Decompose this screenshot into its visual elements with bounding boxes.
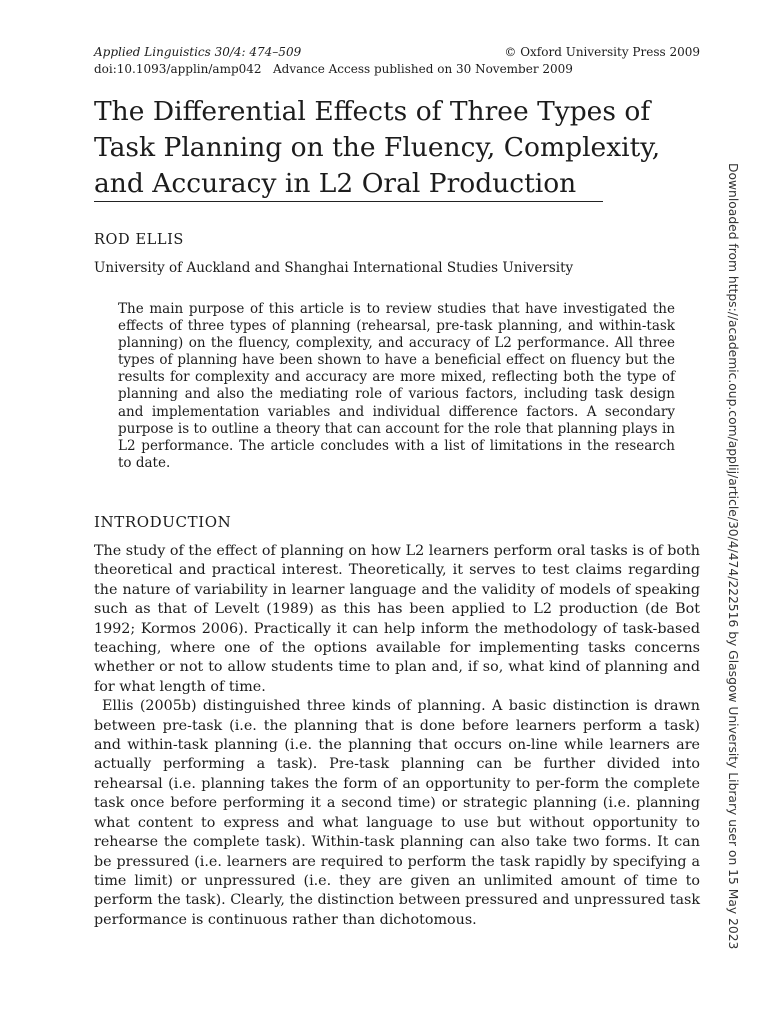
introduction-paragraph-2: Ellis (2005b) distinguished three kinds of planning. A basic distinction is drawn between pre-task (i.e. the planning that is done before learners perform a task) and within-task planning (i.e. the planning that occurs on-line while learners are actually performing a task). Pre-task planning can be further divided into rehearsal (i.e. planning takes the form of an opportunity to per-form the complete task once before performing it a second time) or strategic planning (i.e. planning what content to express and what language to use but without opportunity to rehearse the complete task). Within-task planning can also take two forms. It can be pressured (i.e. learners are required to perform the task rapidly by specifying a time limit) or unpressured (i.e. they are given an unlimited amount of time to perform the task). Clearly, the distinction between pressured and unpressured task performance is continuous rather than dichotomous. (94, 698, 700, 928)
introduction-paragraph-1: The study of the effect of planning on how L2 learners perform oral tasks is of both theoretical and practical interest. Theoretically, it serves to test claims regarding the nature of variability in learner language and the validity of models of speaking such as that of Levelt (1989) as this has been applied to L2 production (de Bot 1992; Kormos 2006). Practically it can help inform the methodology of task-based teaching, where one of the options available for implementing tasks concerns whether or not to allow students time to plan and, if so, what kind of planning and for what length of time. (94, 543, 700, 695)
journal-reference: Applied Linguistics 30/4: 474–509 (94, 45, 302, 59)
introduction-body (94, 542, 700, 930)
title-divider (94, 201, 603, 202)
article-title: The Differential Effects of Three Types of Task Planning on the Fluency, Complexity, and Accuracy in L2 Oral Production (94, 96, 661, 199)
section-heading-introduction: INTRODUCTION (94, 513, 232, 531)
download-notice[interactable]: Downloaded from https://academic.oup.com/applij/article/30/4/474/222516 by Glasgow University Library user on 15 May 2023 (726, 163, 740, 950)
journal-header (94, 43, 700, 61)
abstract: The main purpose of this article is to review studies that have investigated the effects of three types of planning (rehearsal, pre-task planning, and within-task planning) on the fluency, complexity, and accuracy of L2 performance. All three types of planning have been shown to have a beneficial effect on fluency but the results for complexity and accuracy are more mixed, reflecting both the type of planning and also the mediating role of various factors, including task design and implementation variables and individual difference factors. A secondary purpose is to outline a theory that can account for the role that planning plays in L2 performance. The article concludes with a list of limitations in the research to date. (118, 301, 675, 471)
doi-line[interactable]: doi:10.1093/applin/amp042 Advance Access published on 30 November 2009 (94, 62, 573, 76)
author-name: ROD ELLIS (94, 232, 184, 248)
copyright-notice: © Oxford University Press 2009 (504, 45, 700, 59)
author-affiliation: University of Auckland and Shanghai International Studies University (94, 260, 574, 276)
